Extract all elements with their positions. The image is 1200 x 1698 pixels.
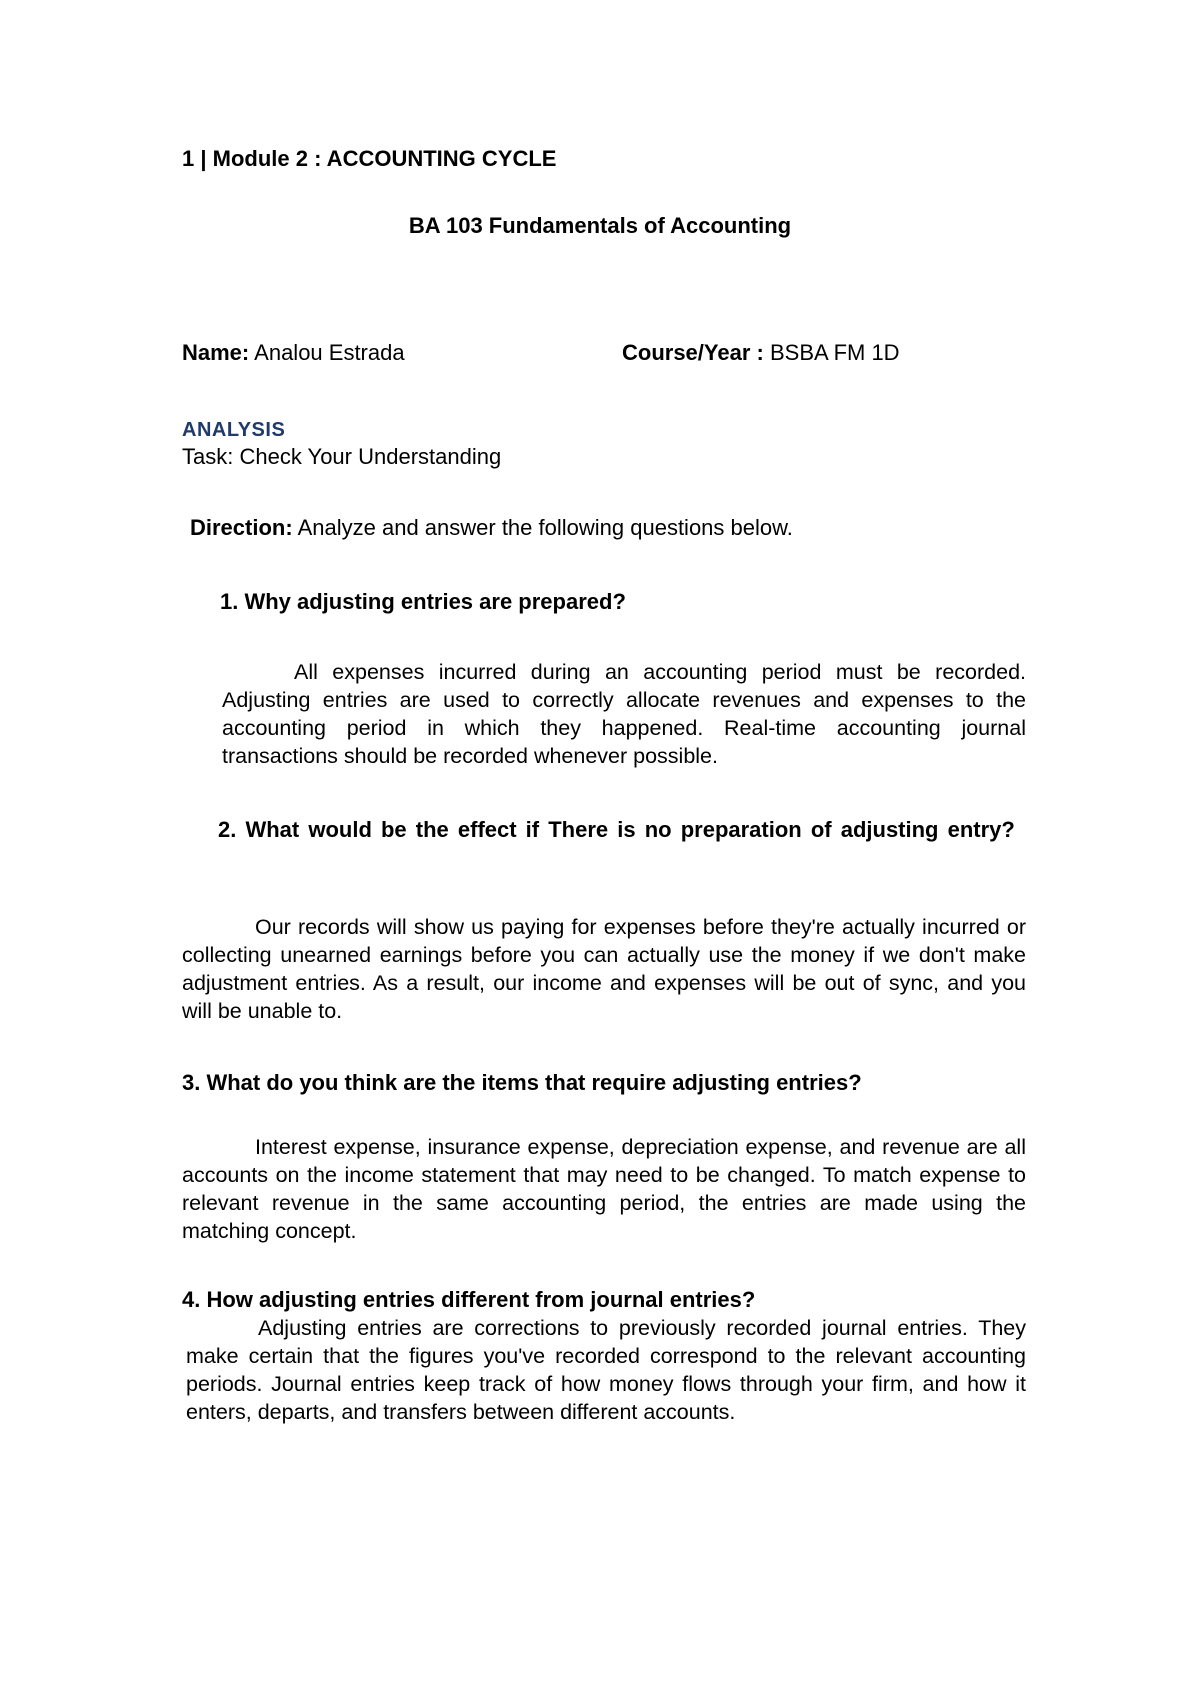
question-2-text: 2. What would be the effect if There is no preparation of adjusting entry? — [218, 817, 1015, 842]
question-4: 4. How adjusting entries different from journal entries? — [182, 1287, 756, 1312]
answer-1: All expenses incurred during an accounting period must be recorded. Adjusting entries are used to correctly allocate revenues and expenses to the accounting period in which they happened. Real-time accounting journal transactions should be recorded whenever possible. — [222, 660, 1026, 768]
task-line: Task: Check Your Understanding — [182, 444, 502, 469]
analysis-heading: ANALYSIS — [182, 419, 286, 441]
question-2 — [218, 816, 1026, 844]
direction-label: Direction: — [190, 515, 293, 540]
student-name-row — [182, 340, 405, 366]
course-year-label: Course/Year : — [622, 340, 764, 365]
name-value: Analou Estrada — [254, 340, 405, 365]
question-3: 3. What do you think are the items that require adjusting entries? — [182, 1070, 862, 1095]
question-1: 1. Why adjusting entries are prepared? — [220, 589, 626, 614]
direction-line — [190, 515, 793, 541]
module-header: 1 | Module 2 : ACCOUNTING CYCLE — [182, 146, 557, 171]
answer-3: Interest expense, insurance expense, depreciation expense, and revenue are all accounts on the income statement that may need to be changed. To match expense to relevant revenue in the same accounting period, the entries are made using the matching concept. — [182, 1135, 1026, 1243]
name-label: Name: — [182, 340, 250, 365]
course-year-value: BSBA FM 1D — [769, 340, 900, 365]
direction-text: Analyze and answer the following questions below. — [297, 515, 793, 540]
answer-2: Our records will show us paying for expenses before they're actually incurred or collecting unearned earnings before you can actually use the money if we don't make adjustment entries. As a result, our income and expenses will be out of sync, and you will be unable to. — [182, 915, 1026, 1023]
course-title: BA 103 Fundamentals of Accounting — [408, 213, 792, 238]
answer-4: Adjusting entries are corrections to previously recorded journal entries. They make certain that the figures you've recorded correspond to the relevant accounting periods. Journal entries keep track of how money flows through your firm, and how it enters, departs, and transfers between different accounts. — [186, 1316, 1026, 1424]
course-year-row — [622, 340, 900, 366]
